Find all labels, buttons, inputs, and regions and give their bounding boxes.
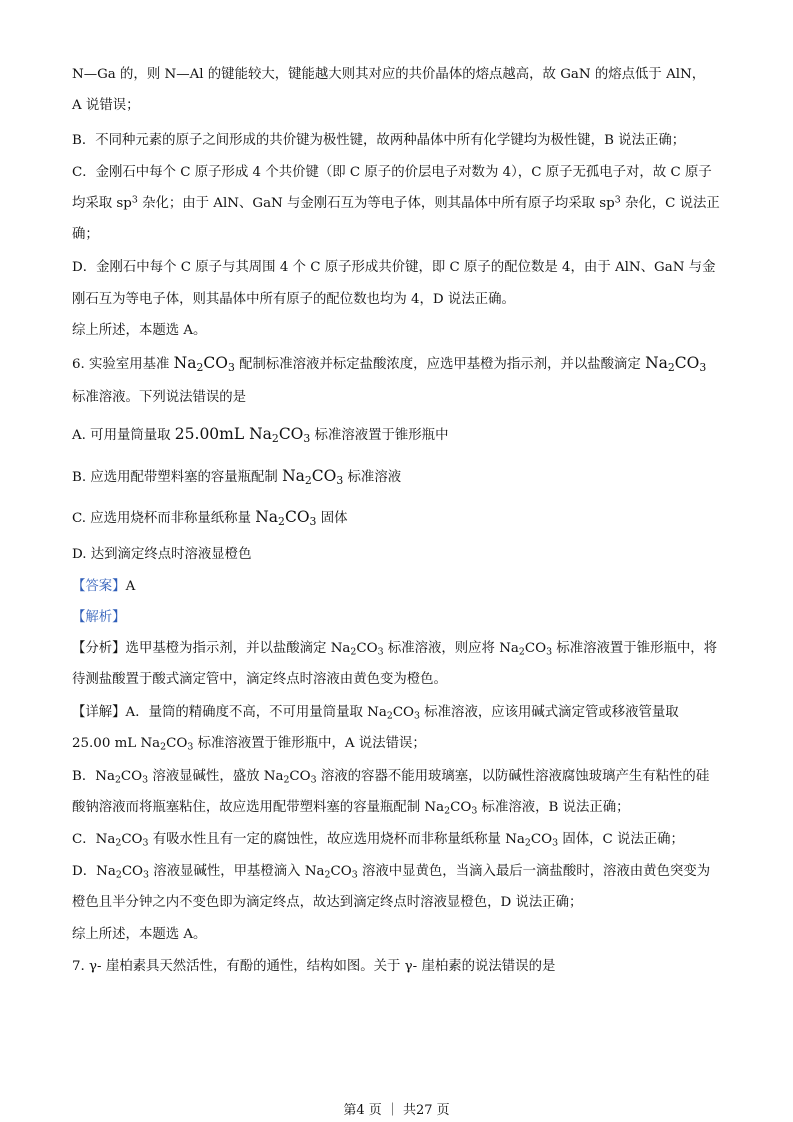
option-c: C. 应选用烧杯而非称量纸称量 $Na_2CO_3$ 固体	[72, 508, 348, 529]
text-line: 【详解】A．量筒的精确度不高，不可用量筒量取 $Na_2CO_3$ 标准溶液，应该用碱式滴定管或移液管量取	[72, 705, 679, 722]
text-line: 橙色且半分钟之内不变色即为滴定终点，故达到滴定终点时溶液显橙色，D 说法正确；	[72, 895, 583, 910]
analysis-label: 【解析】	[72, 610, 126, 625]
answer-label: 【答案】	[72, 579, 126, 594]
text-line: D．金刚石中每个 C 原子与其周围 4 个 C 原子形成共价键，即 C 原子的配位数是 4，由于 AlN、GaN 与金	[72, 260, 716, 275]
text-line: C．金刚石中每个 C 原子形成 4 个共价键（即 C 原子的价层电子对数为 4），C 原子无孤电子对，故 C 原子	[72, 165, 712, 180]
question-7-stem: 7. γ- 崖柏素具天然活性，有酚的通性，结构如图。关于 γ- 崖柏素的说法错误的是	[72, 959, 556, 974]
question-6-stem: 标准溶液。下列说法错误的是	[72, 390, 247, 405]
text-line: D．$Na_2CO_3$ 溶液显碱性，甲基橙滴入 $Na_2CO_3$ 溶液中显黄色，当滴入最后一滴盐酸时，溶液由黄色突变为	[72, 864, 711, 881]
text-line: 综上所述，本题选 A。	[72, 927, 207, 942]
text-line: 均采取 $sp^3$ 杂化；由于 AlN、GaN 与金刚石互为等电子体，则其晶体中所有原子均采取 $sp^3$ 杂化，C 说法正	[72, 194, 720, 211]
answer-line: 【答案】A	[72, 579, 136, 594]
text-line: N—Ga 的，则 N—Al 的键能较大，键能越大则其对应的共价晶体的熔点越高，故 GaN 的熔点低于 AlN，	[72, 67, 706, 82]
text-line: 酸钠溶液而将瓶塞粘住，故应选用配带塑料塞的容量瓶配制 $Na_2CO_3$ 标准溶液，B 说法正确；	[72, 800, 630, 817]
text-line: 刚石互为等电子体，则其晶体中所有原子的配位数也均为 4，D 说法正确。	[72, 292, 515, 307]
text-line: 综上所述，本题选 A。	[72, 323, 207, 338]
text-line: C．$Na_2CO_3$ 有吸水性且有一定的腐蚀性，故应选用烧杯而非称量纸称量 $Na_2CO_3$ 固体，C 说法正确；	[72, 832, 684, 849]
text-line: A 说错误；	[72, 98, 140, 113]
text-line: 【分析】选甲基橙为指示剂，并以盐酸滴定 $Na_2CO_3$ 标准溶液，则应将 $Na_2CO_3$ 标准溶液置于锥形瓶中，将	[72, 641, 718, 658]
text-line: 待测盐酸置于酸式滴定管中，滴定终点时溶液由黄色变为橙色。	[72, 672, 447, 687]
text-line: B．$Na_2CO_3$ 溶液显碱性，盛放 $Na_2CO_3$ 溶液的容器不能用玻璃塞，以防碱性溶液腐蚀玻璃产生有粘性的硅	[72, 769, 710, 786]
option-d: D. 达到滴定终点时溶液显橙色	[72, 547, 252, 562]
option-b: B. 应选用配带塑料塞的容量瓶配制 $Na_2CO_3$ 标准溶液	[72, 467, 402, 488]
text-line: 确；	[72, 227, 99, 242]
question-6-stem: 6. 实验室用基准 $Na_2CO_3$ 配制标准溶液并标定盐酸浓度，应选甲基橙为指示剂，并以盐酸滴定 $Na_2CO_3$	[72, 354, 707, 375]
option-a: A. 可用量筒量取 25.00mL $Na_2CO_3$ 标准溶液置于锥形瓶中	[72, 425, 449, 446]
page-footer: 第4 页 ｜ 共27 页	[343, 1103, 450, 1118]
text-line: 25.00 mL $Na_2CO_3$ 标准溶液置于锥形瓶中，A 说法错误；	[72, 736, 426, 753]
text-line: B．不同种元素的原子之间形成的共价键为极性键，故两种晶体中所有化学键均为极性键，B 说法正确；	[72, 133, 686, 148]
